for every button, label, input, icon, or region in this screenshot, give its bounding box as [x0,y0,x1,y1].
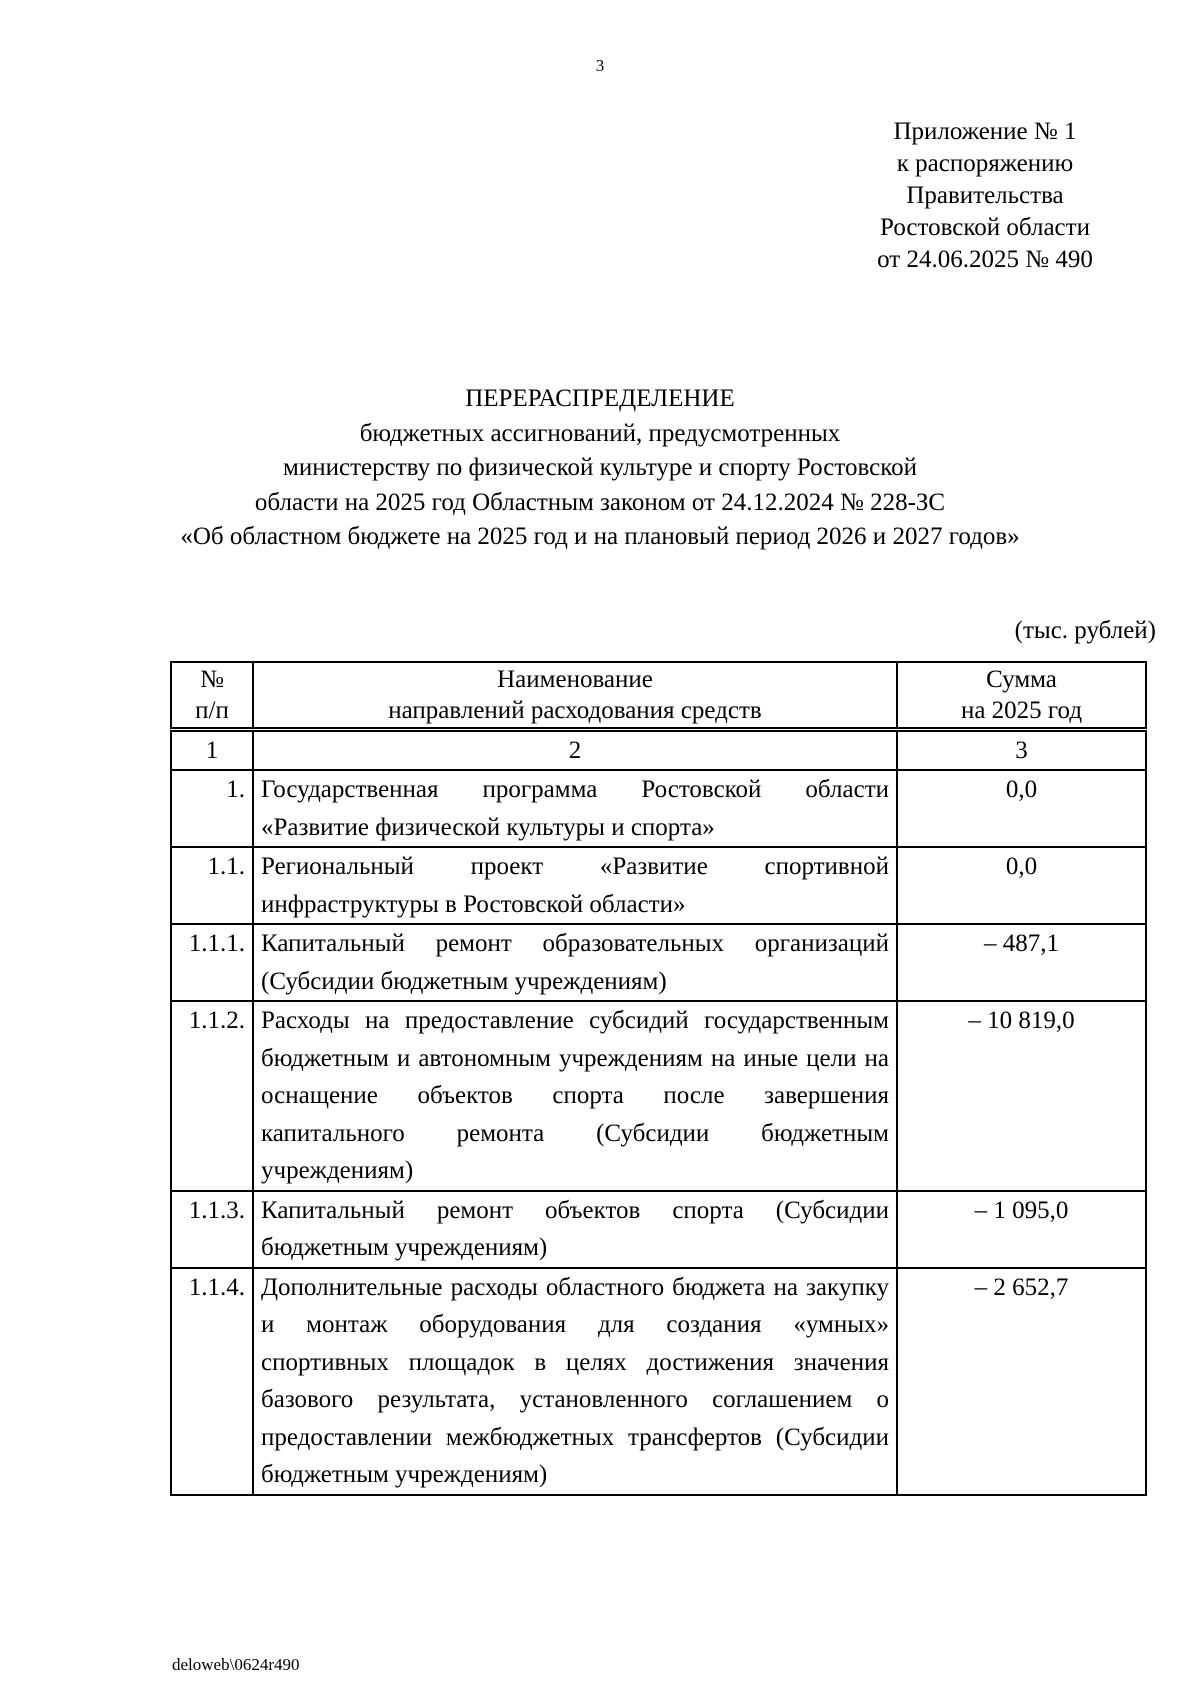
title-line: области на 2025 год Областным законом от 24.12.2024 № 228-ЗС [254,488,946,516]
row-name: Дополнительные расходы областного бюджета на закупку и монтаж оборудования для создания «умных» спортивных площадок в целях достижения значения базового результата, установленного соглашением о предоставлении межбюджетных трансфертов (Субсидии бюджетным учреждениям) [253,1268,897,1495]
column-number-row [171,730,1146,771]
table-row [171,1191,1146,1268]
appendix-line: к распоряжению [896,150,1074,177]
row-name: Государственная программа Ростовской области «Развитие физической культуры и спорта» [253,770,897,847]
table-row [171,924,1146,1001]
table-header-row [171,662,1146,730]
units-label: (тыс. рублей) [1014,617,1156,644]
header-sum-line2: на 2025 год [960,697,1083,724]
title-line: министерству по физической культуре и спорту Ростовской [283,454,917,481]
header-sum [897,662,1146,730]
row-sum: 0,0 [897,847,1146,924]
header-name [253,662,897,730]
row-sum: – 2 652,7 [897,1268,1146,1495]
row-name: Капитальный ремонт образовательных организаций (Субсидии бюджетным учреждениям) [253,924,897,1001]
row-number: 1.1.2. [171,1001,253,1191]
header-number-line2: п/п [195,697,229,724]
appendix-line: Приложение № 1 [893,118,1077,145]
row-number: 1.1.1. [171,924,253,1001]
appendix-line: от 24.06.2025 № 490 [877,246,1093,273]
row-sum: – 1 095,0 [897,1191,1146,1268]
table-row [171,847,1146,924]
column-number: 1 [171,730,253,771]
title-line: «Об областном бюджете на 2025 год и на плановый период 2026 и 2027 годов» [180,523,1020,550]
page-number: 3 [595,56,605,75]
appendix-line: Правительства [906,182,1064,209]
row-number: 1. [171,770,253,847]
row-name: Капитальный ремонт объектов спорта (Субсидии бюджетным учреждениям) [253,1191,897,1268]
footer-doc-id: deloweb\0624r490 [172,1655,300,1674]
row-sum: 0,0 [897,770,1146,847]
row-number: 1.1.3. [171,1191,253,1268]
header-name-line2: направлений расходования средств [388,697,762,724]
row-sum: – 10 819,0 [897,1001,1146,1191]
column-number: 2 [253,730,897,771]
appendix-line: Ростовской области [880,214,1090,241]
header-number [171,662,253,730]
table-row [171,770,1146,847]
header-sum-line1: Сумма [986,666,1057,693]
row-name: Региональный проект «Развитие спортивной инфраструктуры в Ростовской области» [253,847,897,924]
table-row [171,1268,1146,1495]
row-number: 1.1.4. [171,1268,253,1495]
appendix-block [820,116,1150,276]
header-number-line1: № [200,666,224,693]
header-name-line1: Наименование [497,666,653,693]
row-sum: – 487,1 [897,924,1146,1001]
document-title [0,382,1200,555]
budget-table [170,661,1147,1496]
title-heading: ПЕРЕРАСПРЕДЕЛЕНИЕ [465,385,735,412]
table-row [171,1001,1146,1191]
row-name: Расходы на предоставление субсидий государственным бюджетным и автономным учреждениям на иные цели на оснащение объектов спорта после завершения капитального ремонта (Субсидии бюджетным учреждениям) [253,1001,897,1191]
column-number: 3 [897,730,1146,771]
title-line: бюджетных ассигнований, предусмотренных [359,419,841,447]
row-number: 1.1. [171,847,253,924]
